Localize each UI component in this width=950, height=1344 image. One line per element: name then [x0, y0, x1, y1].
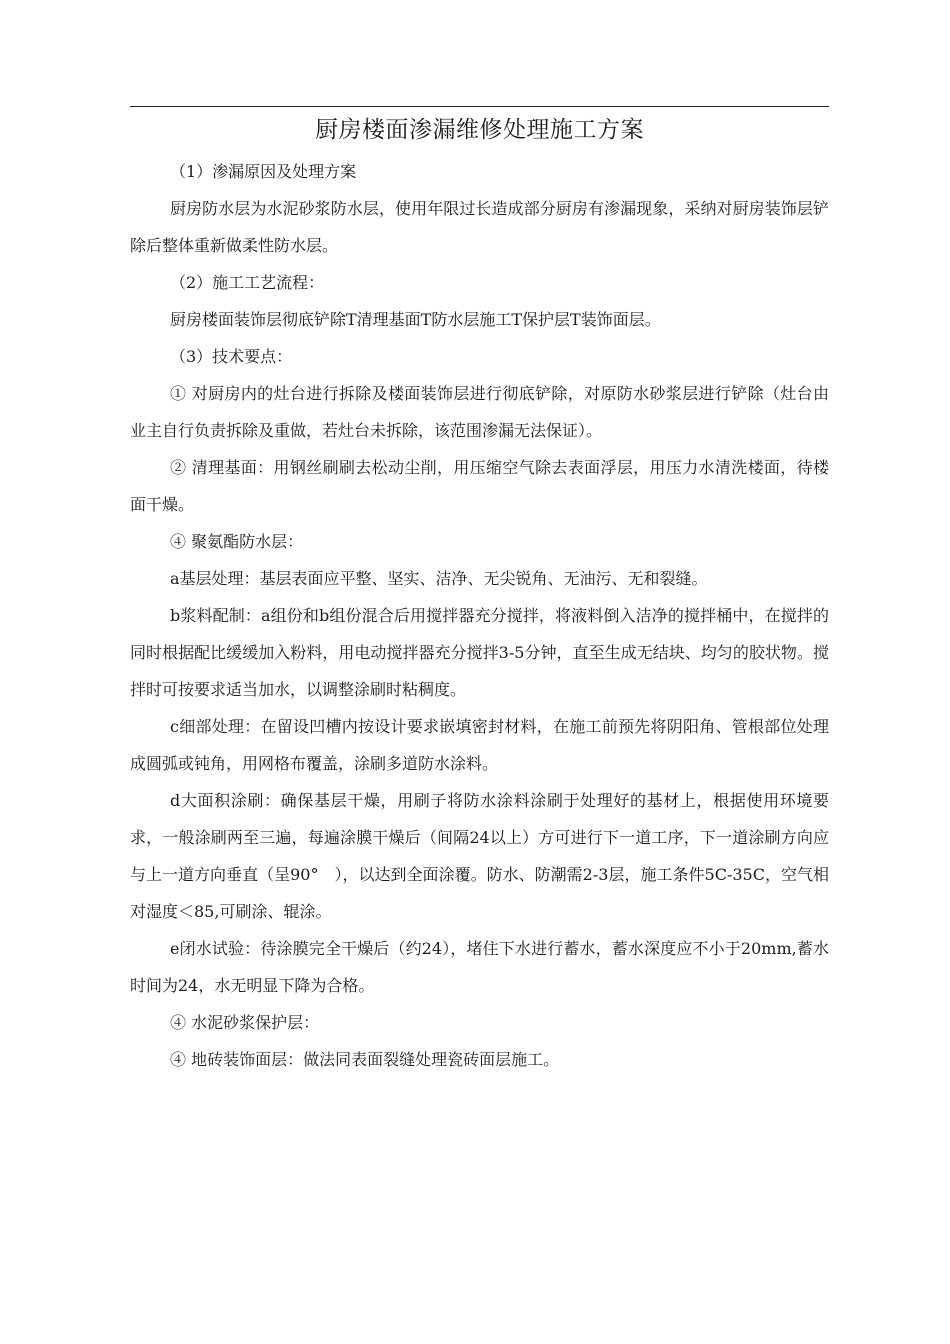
section-2-body: 厨房楼面装饰层彻底铲除T清理基面T防水层施工T保护层T装饰面层。 — [170, 310, 661, 329]
document-title: 厨房楼面渗漏维修处理施工方案 — [315, 117, 644, 143]
step-1-paragraph: ① 对厨房内的灶台进行拆除及楼面装饰层进行彻底铲除，对原防水砂浆层进行铲除（灶台由业主自行负责拆除及重做，若灶台未拆除，该范围渗漏无法保证）。 — [130, 384, 829, 440]
step-mortar-heading: ④ 水泥砂浆保护层： — [170, 1013, 320, 1032]
section-1-body: 厨房防水层为水泥砂浆防水层，使用年限过长造成部分厨房有渗漏现象，采纳对厨房装饰层铲除后整体重新做柔性防水层。 — [130, 199, 829, 255]
step-tile-paragraph: ④ 地砖装饰面层：做法同表面裂缝处理瓷砖面层施工。 — [170, 1050, 560, 1069]
step-a-paragraph: a基层处理：基层表面应平整、坚实、洁净、无尖锐角、无油污、无和裂缝。 — [170, 569, 708, 588]
step-c-paragraph: c细部处理：在留设凹槽内按设计要求嵌填密封材料，在施工前预先将阴阳角、管根部位处理成圆弧或钝角，用网格布覆盖，涂刷多道防水涂料。 — [130, 717, 829, 773]
section-1-heading: （1）渗漏原因及处理方案 — [170, 162, 357, 181]
step-b-paragraph: b浆料配制：a组份和b组份混合后用搅拌器充分搅拌，将液料倒入洁净的搅拌桶中，在搅拌的同时根据配比缓缓加入粉料，用电动搅拌器充分搅拌3-5分钟，直至生成无结块、均匀的胶状物。搅拌时可按要求适当加水，以调整涂刷时粘稠度。 — [130, 606, 829, 699]
document-page — [130, 106, 829, 1078]
step-2-paragraph: ② 清理基面：用钢丝刷刷去松动尘削，用压缩空气除去表面浮层，用压力水清洗楼面，待楼面干燥。 — [130, 458, 829, 514]
step-d-paragraph: d大面积涂刷：确保基层干燥，用刷子将防水涂料涂刷于处理好的基材上，根据使用环境要求，一般涂刷两至三遍，每遍涂膜干燥后（间隔24以上）方可进行下一道工序，下一道涂刷方向应与上一道方向垂直（呈90° ），以达到全面涂覆。防水、防潮需2-3层，施工条件5C-35C，空气相对湿度＜85,可刷涂、辊涂。 — [130, 791, 829, 921]
header-rule — [130, 106, 829, 107]
section-2-heading: （2）施工工艺流程： — [170, 273, 325, 292]
section-3-heading: （3）技术要点： — [170, 347, 293, 366]
step-e-paragraph: e闭水试验：待涂膜完全干燥后（约24），堵住下水进行蓄水，蓄水深度应不小于20mm,蓄水时间为24，水无明显下降为合格。 — [130, 939, 829, 995]
step-polyurethane-heading: ④ 聚氨酯防水层： — [170, 532, 304, 551]
